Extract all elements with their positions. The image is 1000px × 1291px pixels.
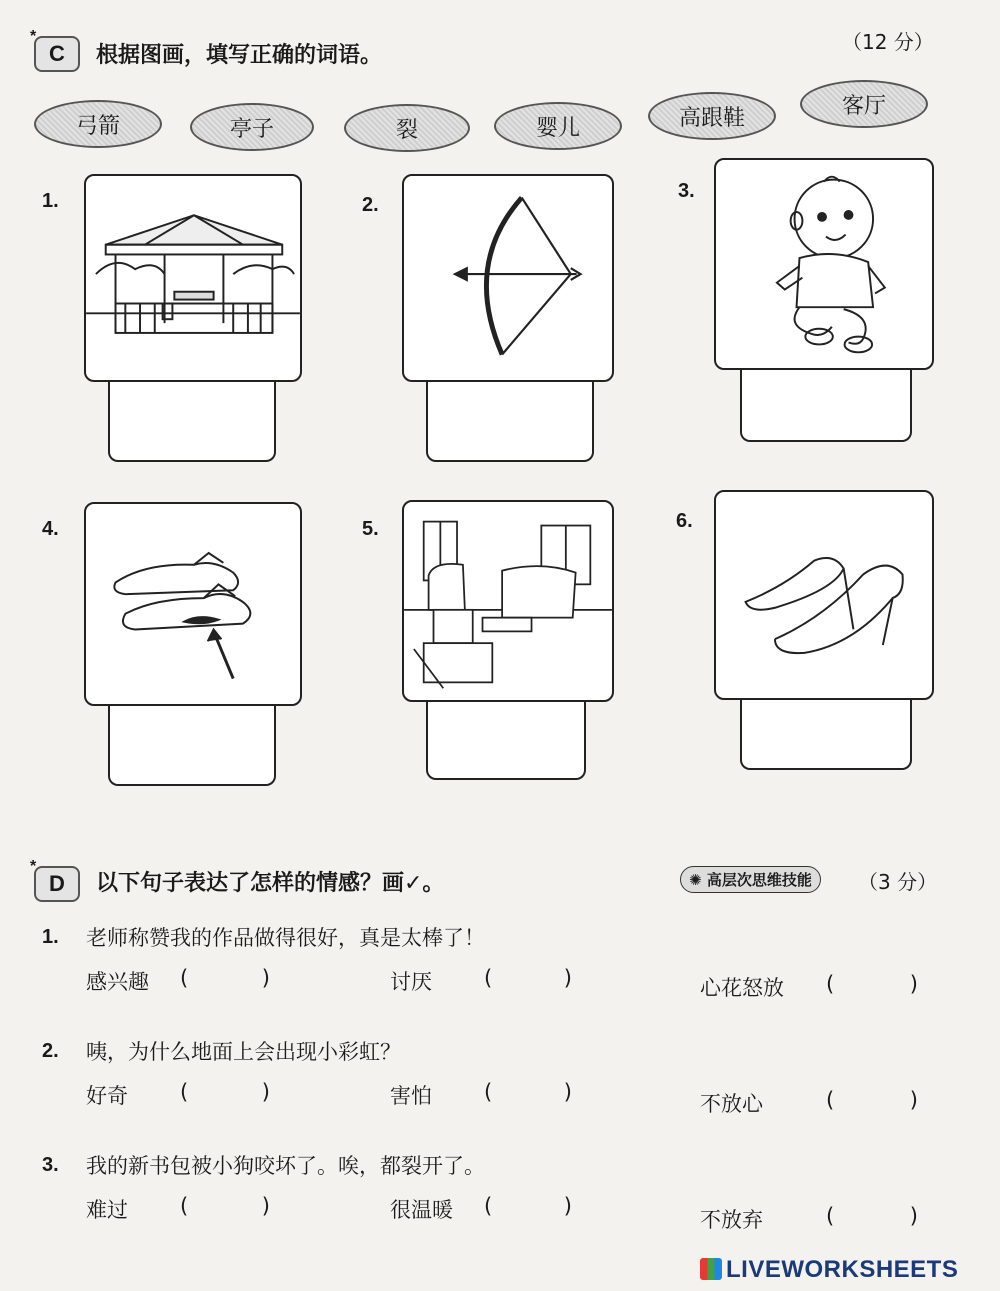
baby-picture [714,158,934,370]
option-checkbox[interactable]: ( ) [826,972,918,996]
section-mark-icon: * [30,858,37,875]
answer-box-6[interactable] [740,694,912,770]
option-checkbox[interactable]: ( ) [484,1194,572,1218]
section-d-title: 以下句子表达了怎样的情感？画✓。 [96,871,445,896]
liveworksheets-icon [700,1258,722,1280]
option-checkbox[interactable]: ( ) [484,966,572,990]
option-label: 心花怒放 [700,976,784,1000]
option-checkbox[interactable]: ( ) [826,1088,918,1112]
liveworksheets-logo: LIVEWORKSHEETS [700,1256,958,1284]
item-number: 5. [362,518,379,540]
option-label: 不放心 [700,1092,763,1116]
section-c-badge [30,28,80,72]
sparkle-icon: ✺ [689,871,702,889]
answer-box-4[interactable] [108,700,276,786]
item-number: 4. [42,518,59,540]
torn-sneakers-picture [84,502,302,706]
question-text: 我的新书包被小狗咬坏了。唉，都裂开了。 [86,1154,485,1178]
answer-box-3[interactable] [740,366,912,442]
word-bank-item: 高跟鞋 [648,92,776,140]
option-label: 很温暖 [390,1198,453,1222]
section-mark-icon: * [30,28,37,45]
option-checkbox[interactable]: ( ) [180,1080,270,1104]
question-number: 3. [42,1154,59,1176]
section-d-letter: D [49,871,65,896]
item-number: 1. [42,190,59,212]
option-label: 讨厌 [390,970,432,994]
hots-badge: ✺ 高层次思维技能 [680,866,821,893]
option-checkbox[interactable]: ( ) [180,1194,270,1218]
section-d-badge [30,858,80,902]
question-text: 老师称赞我的作品做得很好，真是太棒了！ [86,926,485,950]
item-number: 3. [678,180,695,202]
bow-and-arrow-picture [402,174,614,382]
answer-box-1[interactable] [108,376,276,462]
option-checkbox[interactable]: ( ) [180,966,270,990]
item-number: 2. [362,194,379,216]
word-bank-item: 婴儿 [494,102,622,150]
word-bank-item: 裂 [344,104,470,152]
option-label: 不放弃 [700,1208,763,1232]
question-number: 1. [42,926,59,948]
word-bank-item: 弓箭 [34,100,162,148]
word-bank-item: 亭子 [190,103,314,151]
question-text: 咦，为什么地面上会出现小彩虹？ [86,1040,401,1064]
answer-box-2[interactable] [426,376,594,462]
question-number: 2. [42,1040,59,1062]
living-room-picture [402,500,614,702]
pavilion-picture [84,174,302,382]
answer-box-5[interactable] [426,700,586,780]
section-c-letter: C [49,41,65,66]
high-heels-picture [714,490,934,700]
section-c-title: 根据图画，填写正确的词语。 [96,43,383,68]
section-c-score: （12 分） [842,30,934,54]
option-checkbox[interactable]: ( ) [484,1080,572,1104]
option-label: 害怕 [390,1084,432,1108]
word-bank-item: 客厅 [800,80,928,128]
option-checkbox[interactable]: ( ) [826,1204,918,1228]
section-d-score: （3 分） [858,870,938,894]
option-label: 好奇 [86,1084,128,1108]
option-label: 感兴趣 [86,970,149,994]
item-number: 6. [676,510,693,532]
option-label: 难过 [86,1198,128,1222]
